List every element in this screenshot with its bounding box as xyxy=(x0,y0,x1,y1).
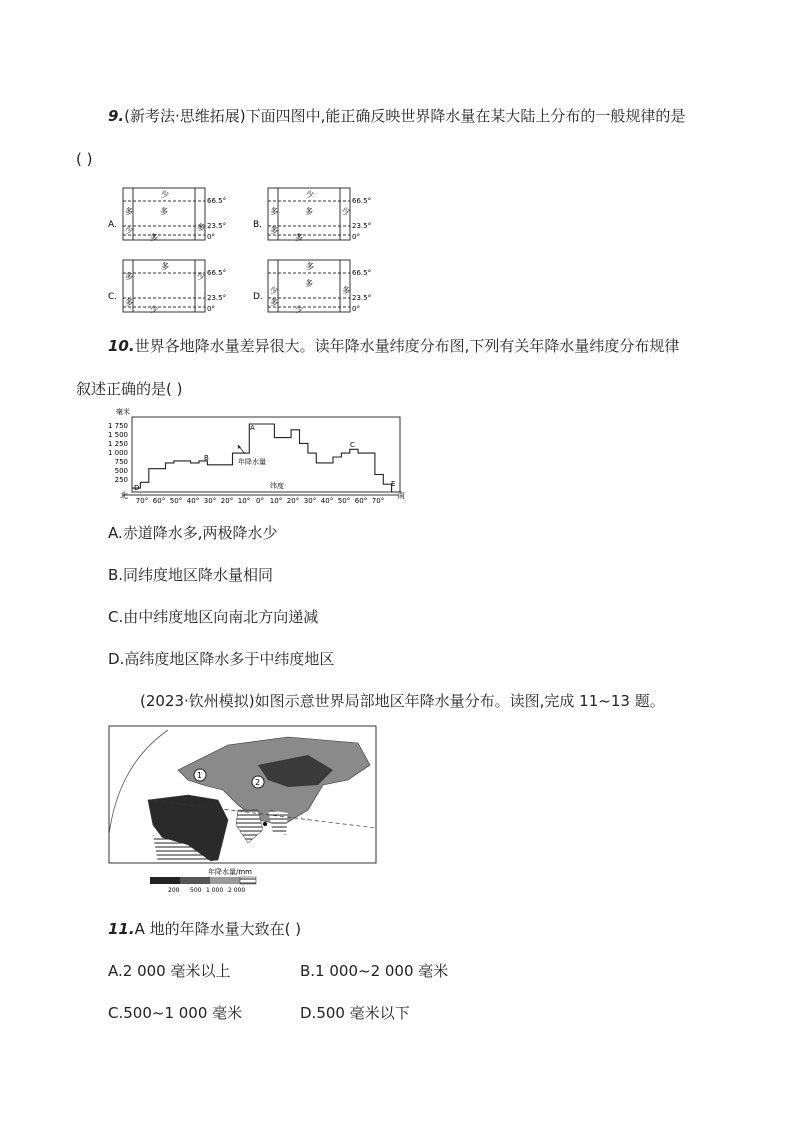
svg-text:2: 2 xyxy=(255,778,261,787)
q9-diagram-letter: D. xyxy=(253,292,263,302)
y-tick-label: 1 000 xyxy=(107,449,128,457)
svg-text:多: 多 xyxy=(150,233,158,242)
svg-text:少: 少 xyxy=(306,190,314,199)
svg-text:多: 多 xyxy=(305,207,313,216)
legend-swatch-2 xyxy=(180,877,210,884)
svg-text:多: 多 xyxy=(270,226,278,235)
svg-text:多: 多 xyxy=(342,286,350,295)
chart-frame xyxy=(132,417,400,492)
q9-stem xyxy=(108,105,685,127)
svg-text:23.5°: 23.5° xyxy=(352,222,372,230)
q10-line2: 叙述正确的是( ) xyxy=(76,380,183,398)
q9-diagram-letter: B. xyxy=(253,220,263,230)
q11-13-intro: (2023·钦州模拟)如图示意世界局部地区年降水量分布。读图,完成 11~13 题。 xyxy=(140,692,665,710)
svg-text:少: 少 xyxy=(270,286,278,295)
y-tick-label: 750 xyxy=(114,458,128,466)
svg-text:少: 少 xyxy=(342,207,350,216)
precip-series-line xyxy=(132,424,400,492)
svg-text:少: 少 xyxy=(150,305,158,314)
svg-text:少: 少 xyxy=(161,190,169,199)
legend-tick: 1 000 xyxy=(206,887,224,894)
precip-map xyxy=(108,725,378,895)
legend-tick: 200 xyxy=(168,887,180,894)
map-point-a xyxy=(263,822,267,826)
q9-number: 9. xyxy=(108,107,125,125)
q10-option-b[interactable]: B.同纬度地区降水量相同 xyxy=(108,566,274,584)
q9-diagram-letter: A. xyxy=(108,220,117,230)
q10-chart xyxy=(100,405,410,505)
x-tick-label: 30° xyxy=(203,497,217,505)
svg-text:多: 多 xyxy=(305,279,313,288)
legend-swatch-1 xyxy=(150,877,180,884)
x-tick-label: 60° xyxy=(354,497,368,505)
svg-text:多: 多 xyxy=(197,223,205,232)
svg-text:23.5°: 23.5° xyxy=(352,294,372,302)
q11-option-d[interactable]: D.500 毫米以下 xyxy=(300,1004,410,1022)
svg-text:66.5°: 66.5° xyxy=(352,269,372,277)
svg-text:0°: 0° xyxy=(352,233,360,241)
chart-y-ticks xyxy=(108,422,128,484)
point-label-e: E xyxy=(391,480,396,488)
point-label-b: B xyxy=(204,454,209,462)
legend-title: 年降水量/mm xyxy=(208,868,252,876)
series-label: 年降水量 xyxy=(238,458,266,466)
svg-text:少: 少 xyxy=(125,226,133,235)
point-label-d: D xyxy=(134,484,140,492)
svg-text:多: 多 xyxy=(295,233,303,242)
svg-text:23.5°: 23.5° xyxy=(207,222,227,230)
x-tick-label: 10° xyxy=(237,497,251,505)
svg-text:多: 多 xyxy=(270,207,278,216)
point-label-a: A xyxy=(250,424,255,432)
svg-text:66.5°: 66.5° xyxy=(207,197,227,205)
y-tick-label: 500 xyxy=(114,467,128,475)
svg-text:1: 1 xyxy=(197,771,203,780)
legend-tick: 500 xyxy=(190,887,202,894)
q11-number: 11. xyxy=(108,920,135,938)
svg-text:66.5°: 66.5° xyxy=(352,197,372,205)
y-tick-label: 1 250 xyxy=(107,440,128,448)
svg-text:多: 多 xyxy=(125,298,133,307)
x-tick-label: 40° xyxy=(186,497,200,505)
q9-diagram-b xyxy=(253,188,371,242)
q9-diagram-c xyxy=(108,260,226,314)
q11-stem xyxy=(108,918,301,940)
x-tick-label: 50° xyxy=(337,497,351,505)
svg-text:多: 多 xyxy=(125,272,133,281)
q9-diagrams xyxy=(105,183,385,318)
svg-text:多: 多 xyxy=(306,262,314,271)
legend-tick: 2 000 xyxy=(228,887,246,894)
x-tick-label: 20° xyxy=(220,497,234,505)
chart-ylabel: 毫米 xyxy=(116,408,130,416)
svg-text:多: 多 xyxy=(125,207,133,216)
svg-text:多: 多 xyxy=(270,298,278,307)
y-tick-label: 250 xyxy=(114,476,128,484)
q11-option-a[interactable]: A.2 000 毫米以上 xyxy=(108,962,231,980)
y-tick-label: 1 500 xyxy=(107,431,128,439)
point-label-c: C xyxy=(350,441,355,449)
q10-stem xyxy=(108,335,679,357)
q11-text: A 地的年降水量大致在( ) xyxy=(134,920,302,938)
svg-text:0°: 0° xyxy=(352,305,360,313)
q10-option-d[interactable]: D.高纬度地区降水多于中纬度地区 xyxy=(108,650,335,668)
q9-diagram-d xyxy=(253,260,371,314)
chart-xlabel: 纬度 xyxy=(270,482,284,490)
x-tick-label: 60° xyxy=(152,497,166,505)
q10-number: 10. xyxy=(108,337,135,355)
svg-text:0°: 0° xyxy=(207,233,215,241)
q11-option-b[interactable]: B.1 000~2 000 毫米 xyxy=(300,962,449,980)
x-tick-label: 50° xyxy=(169,497,183,505)
svg-text:少: 少 xyxy=(197,272,205,281)
svg-text:0°: 0° xyxy=(207,305,215,313)
x-tick-label: 10° xyxy=(269,497,283,505)
south-label: 南 xyxy=(397,491,405,500)
q9-text: (新考法·思维拓展)下面四图中,能正确反映世界降水量在某大陆上分布的一般规律的是 xyxy=(124,107,686,125)
q11-option-c[interactable]: C.500~1 000 毫米 xyxy=(108,1004,243,1022)
north-label: 北 xyxy=(120,491,128,500)
x-tick-label: 20° xyxy=(286,497,300,505)
q10-option-c[interactable]: C.由中纬度地区向南北方向递减 xyxy=(108,608,319,626)
legend-swatch-3 xyxy=(210,877,240,884)
svg-text:少: 少 xyxy=(295,305,303,314)
q10-option-a[interactable]: A.赤道降水多,两极降水少 xyxy=(108,524,278,542)
svg-text:多: 多 xyxy=(160,207,168,216)
x-tick-label: 30° xyxy=(303,497,317,505)
x-tick-label: 40° xyxy=(320,497,334,505)
q10-line1: 世界各地降水量差异很大。读年降水量纬度分布图,下列有关年降水量纬度分布规律 xyxy=(134,337,680,355)
q9-diagram-letter: C. xyxy=(108,292,118,302)
x-tick-label: 0° xyxy=(256,497,264,505)
chart-x-ticks xyxy=(136,497,384,505)
svg-text:66.5°: 66.5° xyxy=(207,269,227,277)
legend-swatch-4 xyxy=(240,877,256,884)
x-tick-label: 70° xyxy=(135,497,149,505)
x-tick-label: 70° xyxy=(371,497,385,505)
q9-diagram-a xyxy=(108,188,226,242)
y-tick-label: 1 750 xyxy=(107,422,128,430)
svg-text:多: 多 xyxy=(161,262,169,271)
q9-answer-paren: ( ) xyxy=(76,150,93,168)
svg-text:23.5°: 23.5° xyxy=(207,294,227,302)
